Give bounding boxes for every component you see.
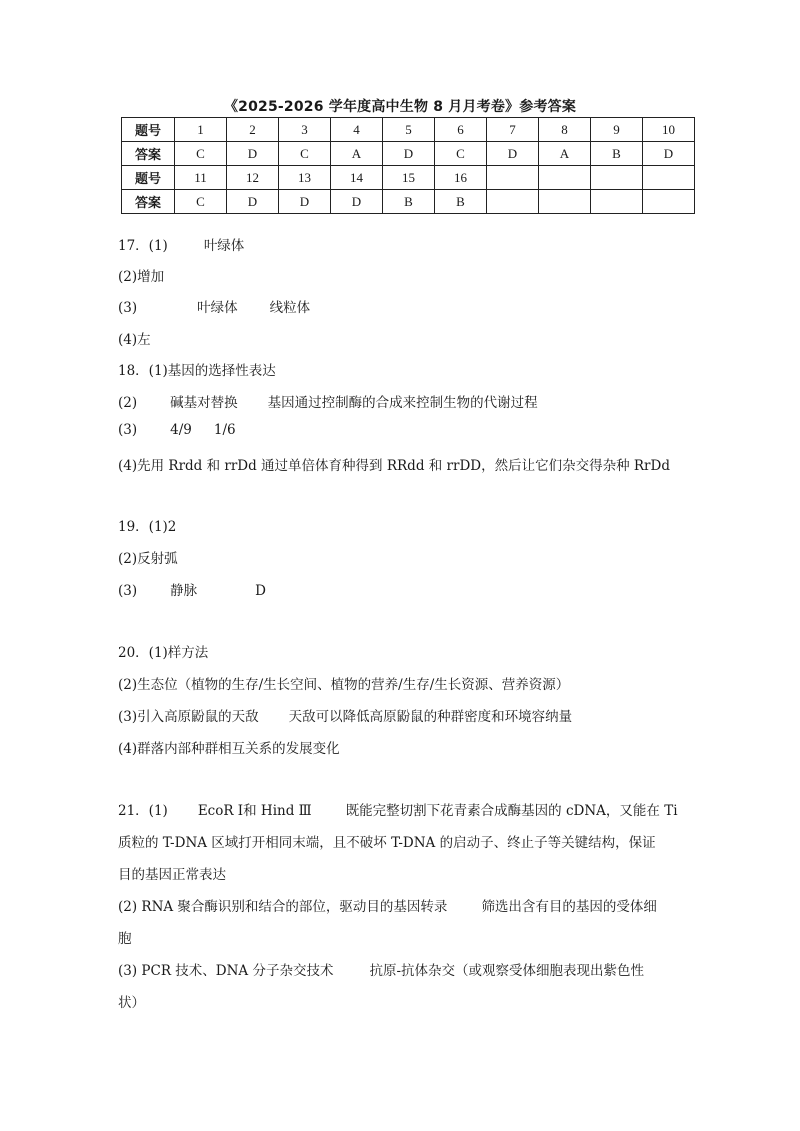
table-cell: 15 (383, 166, 435, 190)
q20-part1: 20．(1)样方法 (118, 645, 209, 661)
q19-part3-number: (3) (118, 583, 138, 599)
q17-part2: (2)增加 (118, 269, 165, 285)
q21-part3-answer-a: (3) PCR 技术、DNA 分子杂交技术 (118, 963, 334, 979)
table-cell: A (331, 142, 383, 166)
answer-table (121, 117, 695, 214)
q21-part2-line1 (118, 895, 657, 915)
table-row (122, 142, 695, 166)
table-cell (591, 166, 643, 190)
q21-part3-answer-b: 抗原-抗体杂交（或观察受体细胞表现出紫色性 (369, 963, 645, 979)
table-cell: D (227, 142, 279, 166)
table-cell: B (591, 142, 643, 166)
q18-part2-number: (2) (118, 395, 138, 411)
table-cell: D (331, 190, 383, 214)
q19-part3-answer-a: 静脉 (170, 583, 198, 599)
table-cell (643, 190, 695, 214)
table-cell: 14 (331, 166, 383, 190)
q18-part2-answer-a: 碱基对替换 (170, 395, 238, 411)
table-cell: 10 (643, 118, 695, 142)
table-cell: 13 (279, 166, 331, 190)
q21-part3-line2: 状） (118, 995, 145, 1011)
table-row (122, 190, 695, 214)
table-cell: C (435, 142, 487, 166)
q17-part1-answer: 叶绿体 (203, 238, 245, 254)
table-cell: 9 (591, 118, 643, 142)
q20-part2: (2)生态位（植物的生存/生长空间、植物的营养/生存/生长资源、营养资源） (118, 677, 570, 693)
table-row (122, 166, 695, 190)
q21-part1-line3: 目的基因正常表达 (118, 867, 226, 883)
q18-part1: 18．(1)基因的选择性表达 (118, 363, 276, 379)
table-row (122, 118, 695, 142)
table-cell: 12 (227, 166, 279, 190)
table-cell: 5 (383, 118, 435, 142)
q20-part3-answer-b: 天敌可以降低高原鼢鼠的种群密度和环境容纳量 (288, 709, 573, 725)
table-cell: D (279, 190, 331, 214)
table-cell: C (175, 190, 227, 214)
table-cell (643, 166, 695, 190)
table-cell: 7 (487, 118, 539, 142)
q19-part1: 19．(1)2 (118, 519, 177, 535)
row-header: 答案 (122, 142, 175, 166)
table-cell: 4 (331, 118, 383, 142)
table-cell (487, 190, 539, 214)
table-cell: 6 (435, 118, 487, 142)
q21-part1-number: 21．(1) (118, 803, 168, 819)
table-cell: 3 (279, 118, 331, 142)
q21-part2-answer-a: (2) RNA 聚合酶识别和结合的部位，驱动目的基因转录 (118, 899, 448, 915)
q18-part2-answer-b: 基因通过控制酶的合成来控制生物的代谢过程 (267, 395, 538, 411)
table-cell (591, 190, 643, 214)
table-cell (487, 166, 539, 190)
q19-part3 (118, 579, 266, 599)
row-header: 题号 (122, 166, 175, 190)
table-cell: A (539, 142, 591, 166)
q19-part2: (2)反射弧 (118, 551, 178, 567)
q19-part3-answer-b: D (255, 583, 266, 599)
table-cell (539, 190, 591, 214)
q17-part4: (4)左 (118, 332, 151, 348)
table-cell (539, 166, 591, 190)
table-cell: D (227, 190, 279, 214)
q21-part1-line1 (118, 799, 678, 819)
q18-part3 (118, 422, 236, 438)
q20-part3-answer-a: (3)引入高原鼢鼠的天敌 (118, 709, 259, 725)
table-cell: C (279, 142, 331, 166)
q18-part3-answer-b: 1/6 (213, 422, 236, 438)
table-cell: C (175, 142, 227, 166)
table-cell: 1 (175, 118, 227, 142)
q21-part1-reason: 既能完整切割下花青素合成酶基因的 cDNA，又能在 Ti (345, 803, 678, 819)
table-cell: 16 (435, 166, 487, 190)
q17-part1-number: 17．(1) (118, 238, 168, 254)
q18-part3-number: (3) (118, 422, 138, 438)
q20-part4: (4)群落内部种群相互关系的发展变化 (118, 741, 340, 757)
q21-part1-enzymes: EcoR Ⅰ和 Hind Ⅲ (197, 803, 312, 819)
page-title: 《2025-2026 学年度高中生物 8 月月考卷》参考答案 (223, 99, 577, 115)
q21-part2-answer-b: 筛选出含有目的基因的受体细 (481, 899, 657, 915)
q18-part2 (118, 391, 538, 411)
table-cell: B (435, 190, 487, 214)
q18-part3-answer-a: 4/9 (170, 422, 192, 438)
table-cell: 2 (227, 118, 279, 142)
q17-part3-answer-b: 线粒体 (269, 300, 311, 316)
q21-part2-line2: 胞 (118, 931, 132, 947)
table-cell: B (383, 190, 435, 214)
row-header: 题号 (122, 118, 175, 142)
q17-part3 (118, 296, 310, 316)
table-cell: 8 (539, 118, 591, 142)
q17-part1 (118, 234, 244, 254)
table-cell: D (383, 142, 435, 166)
q17-part3-answer-a: 叶绿体 (197, 300, 238, 316)
q21-part1-line2: 质粒的 T-DNA 区域打开相同末端，且不破坏 T-DNA 的启动子、终止子等关键结构，保证 (118, 835, 656, 851)
q18-part4: (4)先用 Rrdd 和 rrDd 通过单倍体育种得到 RRdd 和 rrDD，然后让它们杂交得杂种 RrDd (118, 458, 670, 474)
table-cell: D (487, 142, 539, 166)
q21-part3-line1 (118, 959, 644, 979)
table-cell: 11 (175, 166, 227, 190)
q17-part3-number: (3) (118, 300, 138, 316)
q20-part3 (118, 705, 572, 725)
table-cell: D (643, 142, 695, 166)
row-header: 答案 (122, 190, 175, 214)
